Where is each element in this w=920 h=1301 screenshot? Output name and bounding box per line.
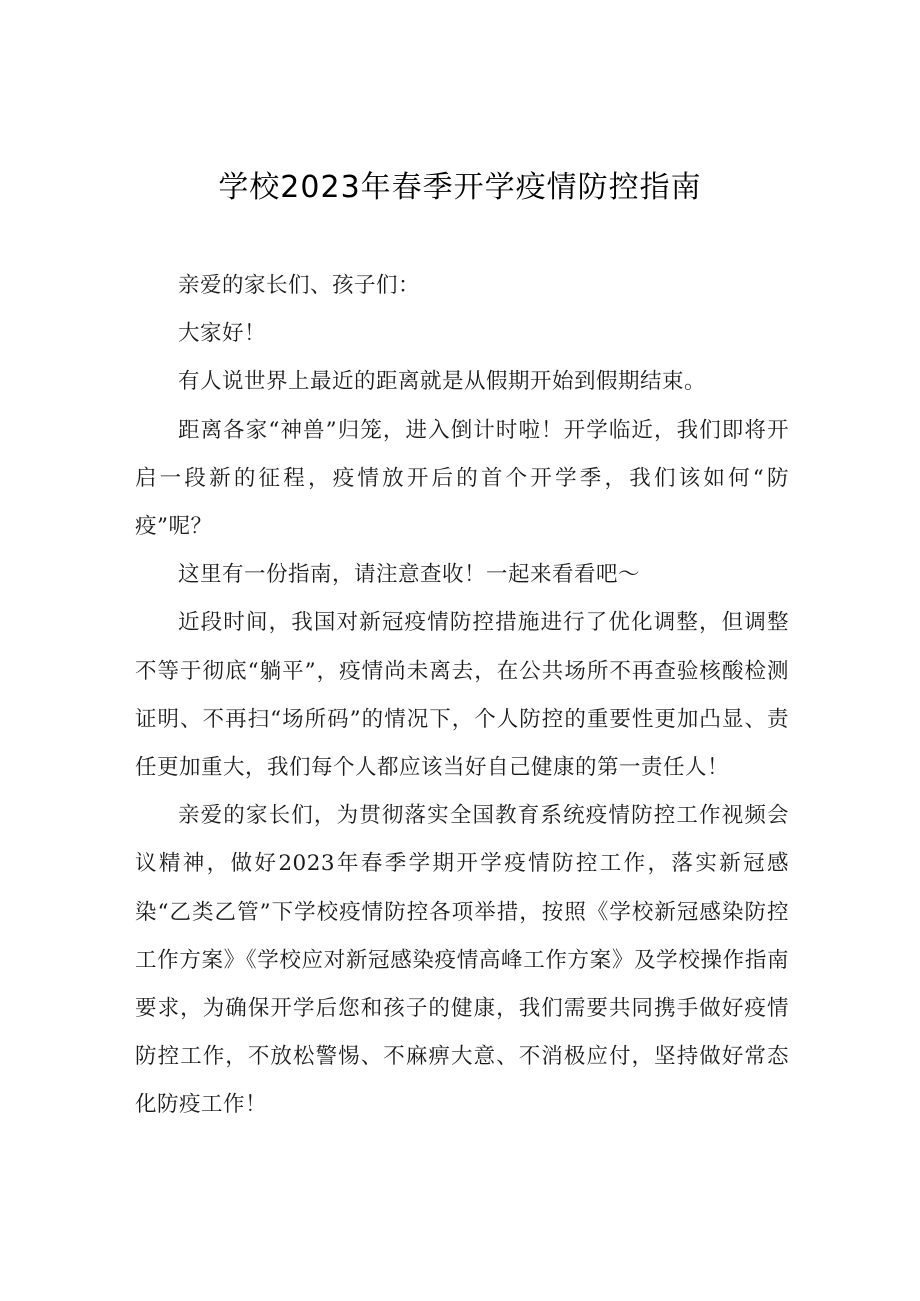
paragraph-guide: 这里有一份指南，请注意查收！一起来看看吧～ (178, 562, 641, 588)
paragraph-greeting: 亲爱的家长们、孩子们： (178, 273, 421, 298)
paragraph-countdown: 距离各家“神兽”归笼，进入倒计时啦！开学临近，我们即将开启一段新的征程，疫情放开后的首个开学季，我们该如何“防疫”呢？ (135, 417, 789, 540)
document-body (135, 262, 789, 1130)
paragraph-distance: 有人说世界上最近的距离就是从假期开始到假期结束。 (178, 369, 707, 395)
paragraph-parents: 亲爱的家长们，为贯彻落实全国教育系统疫情防控工作视频会议精神，做好2023年春季学期开学疫情防控工作，落实新冠感染“乙类乙管”下学校疫情防控各项举措，按照《学校新冠感染防控工作方案》《学校应对新冠感染疫情高峰工作方案》及学校操作指南要求，为确保开学后您和孩子的健康，我们需要共同携手做好疫情防控工作，不放松警惕、不麻痹大意、不消极应付，坚持做好常态化防疫工作！ (135, 803, 789, 1118)
paragraph-hello: 大家好！ (178, 321, 267, 347)
paragraph-adjustment: 近段时间，我国对新冠疫情防控措施进行了优化调整，但调整不等于彻底“躺平”，疫情尚未离去，在公共场所不再查验核酸检测证明、不再扫“场所码”的情况下，个人防控的重要性更加凸显、责任更加重大，我们每个人都应该当好自己健康的第一责任人！ (135, 610, 789, 781)
document-title: 学校2023年春季开学疫情防控指南 (218, 170, 702, 205)
